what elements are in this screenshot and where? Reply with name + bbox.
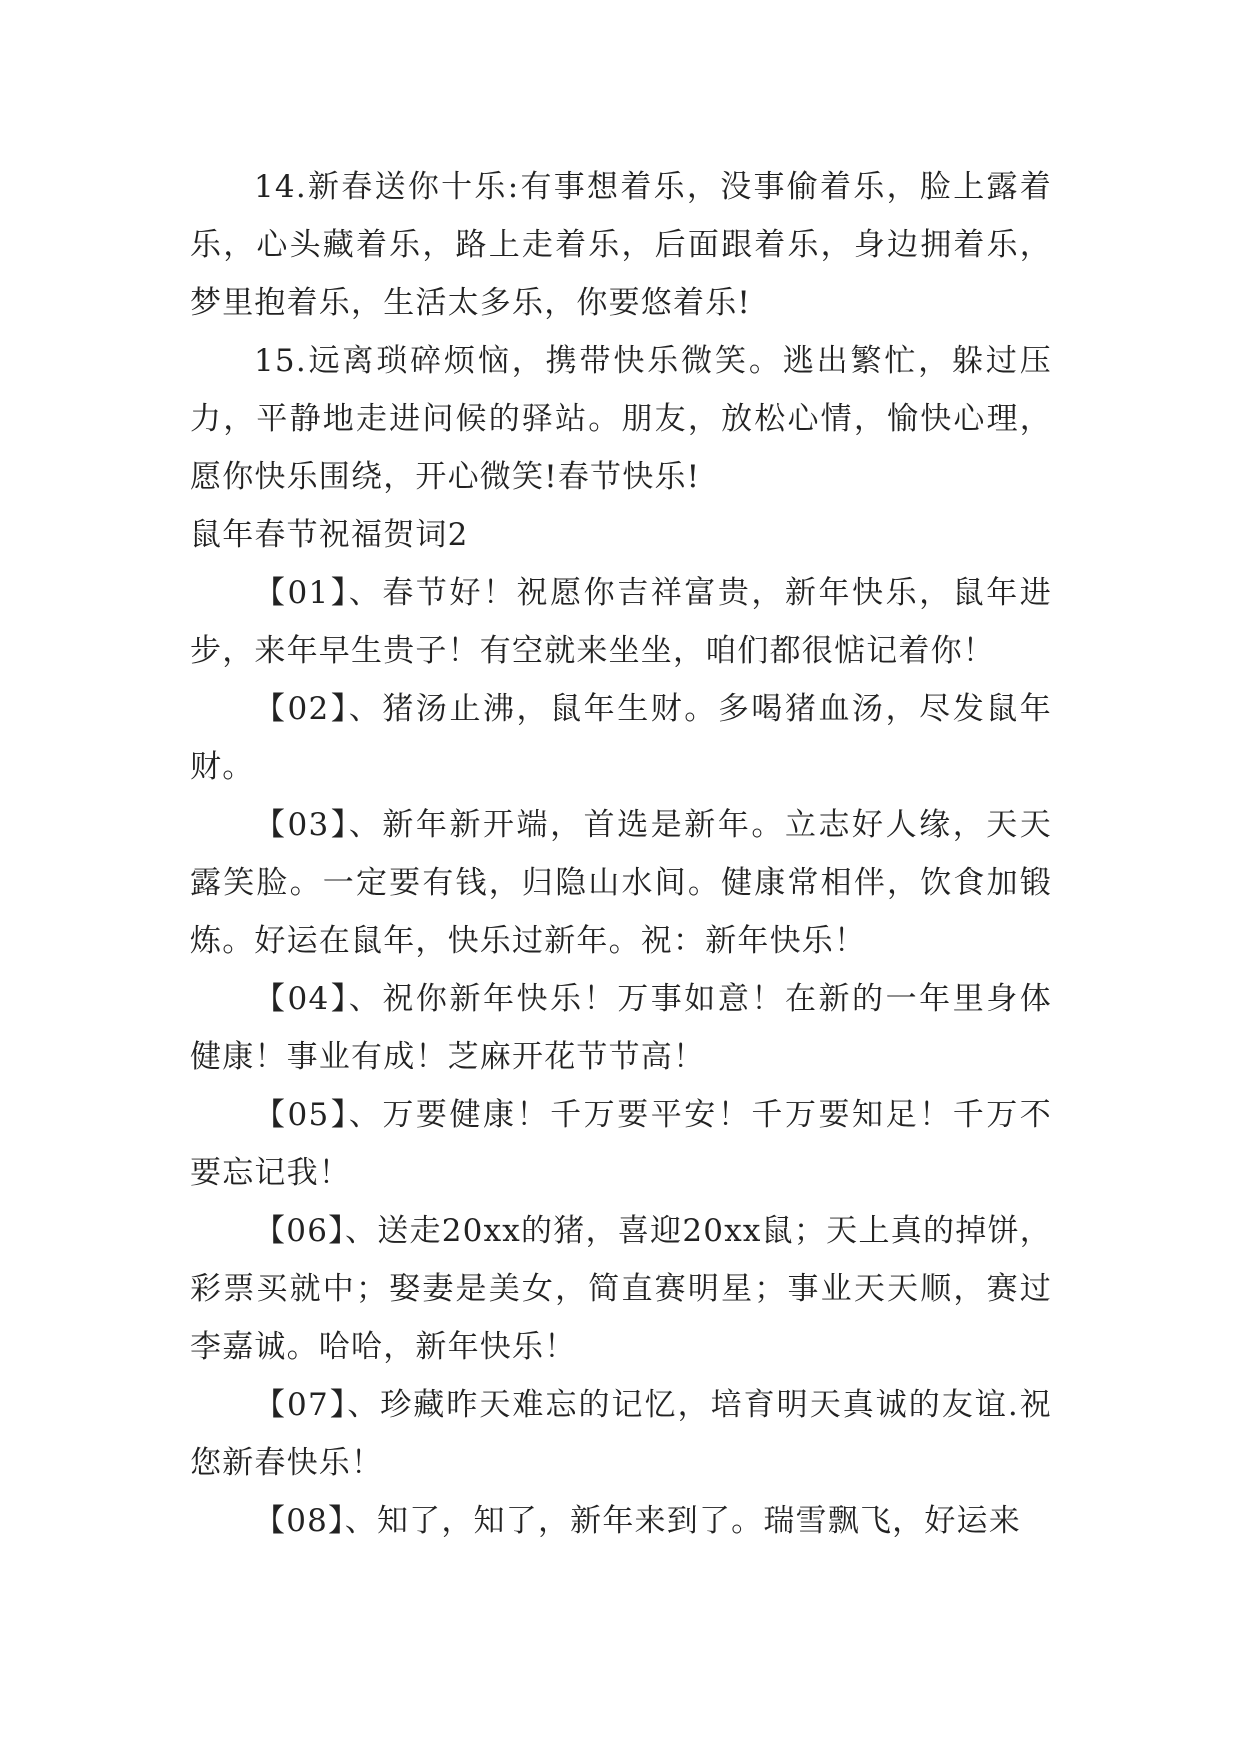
wish-07: 【07】、珍藏昨天难忘的记忆，培育明天真诚的友谊.祝您新春快乐！ [190, 1387, 1052, 1481]
wish-01: 【01】、春节好！祝愿你吉祥富贵，新年快乐，鼠年进步，来年早生贵子！有空就来坐坐，咱们都很惦记着你！ [190, 575, 1052, 669]
wish-05: 【05】、万要健康！千万要平安！千万要知足！千万不要忘记我！ [190, 1097, 1052, 1191]
wish-08: 【08】、知了，知了，新年来到了。瑞雪飘飞，好运来 [254, 1503, 1021, 1539]
wish-06: 【06】、送走20xx的猪，喜迎20xx鼠；天上真的掉饼，彩票买就中；娶妻是美女，简直赛明星；事业天天顺，赛过李嘉诚。哈哈，新年快乐！ [190, 1213, 1052, 1365]
wish-02: 【02】、猪汤止沸，鼠年生财。多喝猪血汤，尽发鼠年财。 [190, 691, 1052, 785]
wish-03: 【03】、新年新开端，首选是新年。立志好人缘，天天露笑脸。一定要有钱，归隐山水间。健康常相伴，饮食加锻炼。好运在鼠年，快乐过新年。祝：新年快乐！ [190, 807, 1052, 959]
document-body [190, 158, 1052, 1550]
wish-04: 【04】、祝你新年快乐！万事如意！在新的一年里身体健康！事业有成！芝麻开花节节高！ [190, 981, 1052, 1075]
paragraph-14: 14.新春送你十乐:有事想着乐，没事偷着乐，脸上露着乐，心头藏着乐，路上走着乐，后面跟着乐，身边拥着乐，梦里抱着乐，生活太多乐，你要悠着乐! [190, 169, 1052, 321]
paragraph-15: 15.远离琐碎烦恼，携带快乐微笑。逃出繁忙，躲过压力，平静地走进问候的驿站。朋友，放松心情，愉快心理，愿你快乐围绕，开心微笑!春节快乐! [190, 343, 1052, 495]
section-heading: 鼠年春节祝福贺词2 [190, 517, 469, 553]
